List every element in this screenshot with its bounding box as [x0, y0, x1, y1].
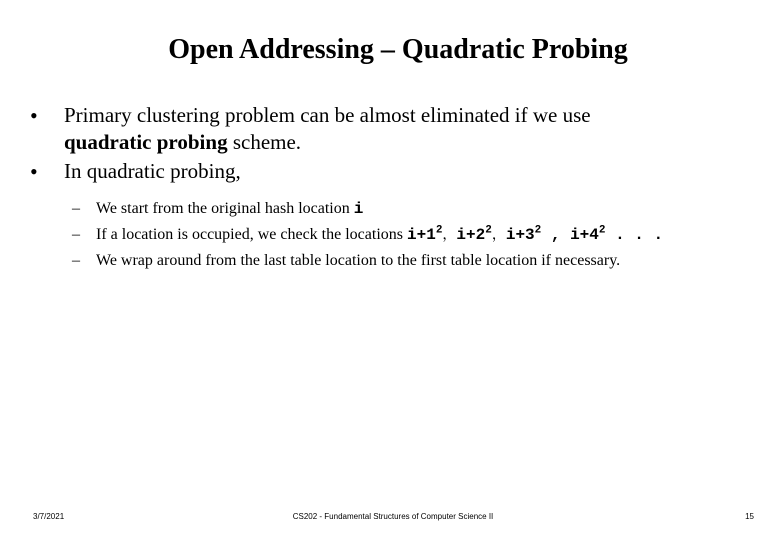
probe-term-4: $i+4^2$ [570, 224, 606, 244]
probe-term-2: $i+2^2$ [456, 224, 492, 244]
code-i: i [353, 200, 364, 218]
bullet-line-2-rest: scheme. [227, 130, 302, 154]
bullet-list [30, 102, 750, 187]
sub-item-text: If a location is occupied, we check the locations [96, 226, 407, 243]
bullet-item-2 [30, 158, 750, 185]
probe-term-1: $i+1^2$ [407, 224, 443, 244]
ellipsis: . . . [605, 226, 664, 244]
bullet-marker: • [30, 159, 38, 184]
sub-item-text: We wrap around from the last table location to the first table location if necessary. [96, 252, 621, 269]
bullet-item-1 [30, 102, 750, 156]
bullet-line-1: Primary clustering problem can be almost eliminated if we use [64, 103, 591, 127]
separator: , [541, 226, 571, 244]
bullet-text: In quadratic probing, [64, 159, 241, 183]
separator: ， [442, 227, 457, 243]
dash-marker: – [72, 200, 80, 217]
dash-marker: – [72, 226, 80, 243]
dash-marker: – [72, 252, 80, 269]
bold-term: quadratic probing [64, 130, 228, 154]
footer-date: 3/7/2021 [33, 512, 65, 521]
sub-list [72, 196, 772, 274]
sub-item-text: We start from the original hash location [96, 200, 354, 217]
slide-title: Open Addressing – Quadratic Probing [168, 34, 628, 65]
sub-item-3 [72, 248, 772, 274]
probe-term-3: $i+3^2$ [505, 224, 542, 244]
bullet-marker: • [30, 103, 38, 128]
footer-page-number: 15 [745, 512, 754, 521]
footer-course: CS202 - Fundamental Structures of Computer Science II [292, 512, 494, 521]
separator: ， [491, 227, 506, 243]
sub-item-2 [72, 222, 772, 248]
bullet-line-2 [64, 129, 750, 156]
sub-item-1 [72, 196, 772, 222]
